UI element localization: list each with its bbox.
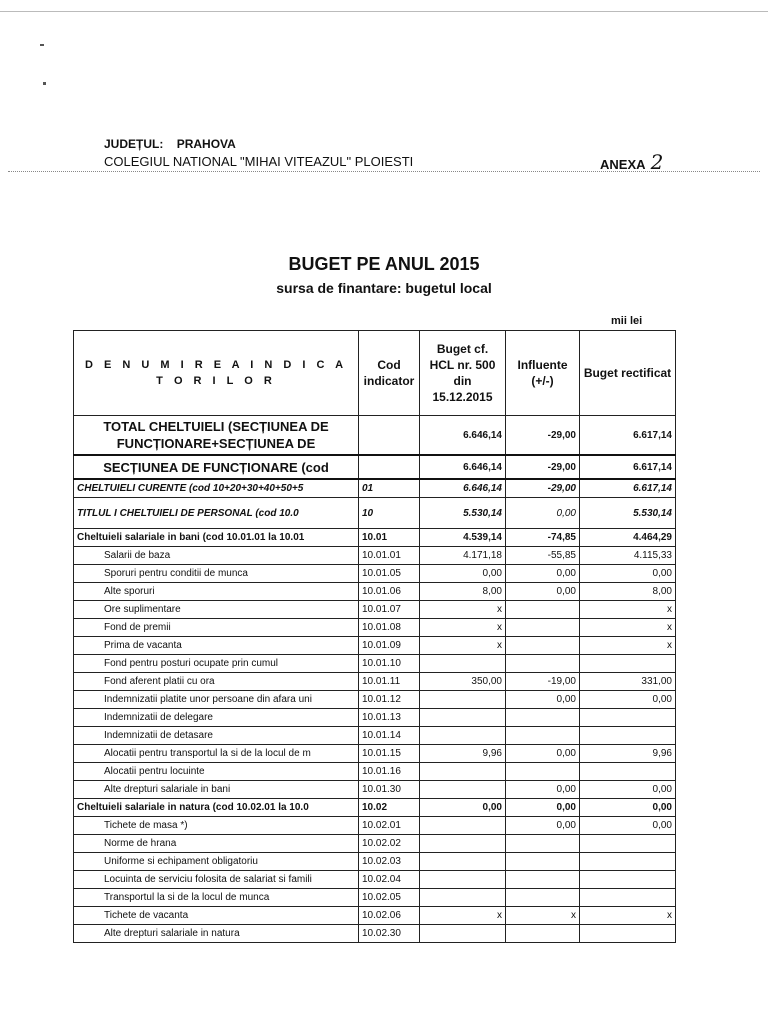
cell-code: 10.01.30 (359, 781, 420, 799)
cell-name: Alte sporuri (74, 583, 359, 601)
cell-rectified: 0,00 (580, 781, 676, 799)
cell-code: 10.01.05 (359, 565, 420, 583)
table-row (74, 745, 676, 763)
cell-influence (506, 655, 580, 673)
table-row (74, 709, 676, 727)
table-row (74, 637, 676, 655)
cell-name: Indemnizatii platite unor persoane din afara uni (74, 691, 359, 709)
scan-speck (40, 44, 44, 46)
cell-code: 10.01.10 (359, 655, 420, 673)
cell-name: Alocatii pentru transportul la si de la locul de m (74, 745, 359, 763)
cell-budget: x (420, 619, 506, 637)
cell-code (359, 455, 420, 479)
cell-influence: 0,00 (506, 799, 580, 817)
header-influence: Influente (+/-) (506, 331, 580, 416)
cell-name: Sporuri pentru conditii de munca (74, 565, 359, 583)
cell-influence (506, 835, 580, 853)
cell-rectified (580, 853, 676, 871)
cell-budget: x (420, 601, 506, 619)
cell-name: TOTAL CHELTUIELI (SECȚIUNEA DE FUNCȚIONARE+SECȚIUNEA DE (74, 416, 359, 456)
cell-influence: 0,00 (506, 781, 580, 799)
cell-influence: -29,00 (506, 479, 580, 498)
cell-budget (420, 925, 506, 943)
cell-budget (420, 655, 506, 673)
cell-budget (420, 709, 506, 727)
cell-name: Ore suplimentare (74, 601, 359, 619)
cell-rectified (580, 925, 676, 943)
cell-influence: 0,00 (506, 583, 580, 601)
table-row (74, 763, 676, 781)
cell-budget: 6.646,14 (420, 479, 506, 498)
cell-influence (506, 709, 580, 727)
cell-budget (420, 853, 506, 871)
table-row (74, 889, 676, 907)
cell-rectified (580, 655, 676, 673)
cell-influence (506, 853, 580, 871)
cell-name: Fond de premii (74, 619, 359, 637)
cell-name: Tichete de masa *) (74, 817, 359, 835)
cell-influence: 0,00 (506, 691, 580, 709)
cell-budget (420, 763, 506, 781)
cell-code: 10.02.02 (359, 835, 420, 853)
cell-budget (420, 817, 506, 835)
cell-influence (506, 619, 580, 637)
page-title: BUGET PE ANUL 2015 (288, 254, 480, 274)
cell-rectified (580, 709, 676, 727)
header-separator (8, 171, 760, 172)
cell-influence (506, 925, 580, 943)
table-row (74, 781, 676, 799)
cell-name: CHELTUIELI CURENTE (cod 10+20+30+40+50+5 (74, 479, 359, 498)
cell-influence (506, 763, 580, 781)
cell-code: 10.01.06 (359, 583, 420, 601)
cell-influence: -29,00 (506, 416, 580, 456)
cell-influence: 0,00 (506, 745, 580, 763)
cell-rectified: 4.115,33 (580, 547, 676, 565)
cell-code: 10.01.13 (359, 709, 420, 727)
cell-code: 10.02.06 (359, 907, 420, 925)
cell-code: 10.01.16 (359, 763, 420, 781)
cell-budget: 5.530,14 (420, 498, 506, 529)
annex-number: 2 (650, 150, 664, 174)
cell-influence: 0,00 (506, 565, 580, 583)
table-row (74, 817, 676, 835)
cell-name: Fond pentru posturi ocupate prin cumul (74, 655, 359, 673)
cell-rectified: x (580, 619, 676, 637)
header-budget: Buget cf. HCL nr. 500 din 15.12.2015 (420, 331, 506, 416)
table-row (74, 455, 676, 479)
annex-label: ANEXA (600, 157, 646, 172)
cell-rectified (580, 763, 676, 781)
table-row (74, 601, 676, 619)
cell-rectified: 5.530,14 (580, 498, 676, 529)
cell-influence: 0,00 (506, 817, 580, 835)
table-row (74, 925, 676, 943)
cell-name: SECȚIUNEA DE FUNCȚIONARE (cod (74, 455, 359, 479)
cell-code: 10.02.05 (359, 889, 420, 907)
cell-budget: x (420, 637, 506, 655)
cell-rectified: 6.617,14 (580, 479, 676, 498)
table-row (74, 907, 676, 925)
cell-rectified: 0,00 (580, 691, 676, 709)
scan-speck (43, 82, 46, 85)
cell-rectified: x (580, 907, 676, 925)
table-row (74, 547, 676, 565)
cell-name: Indemnizatii de detasare (74, 727, 359, 745)
cell-code: 10.02.01 (359, 817, 420, 835)
table-row (74, 853, 676, 871)
cell-code: 10.02.03 (359, 853, 420, 871)
cell-name: Fond aferent platii cu ora (74, 673, 359, 691)
cell-rectified: 4.464,29 (580, 529, 676, 547)
page-subtitle: sursa de finantare: bugetul local (276, 280, 492, 296)
cell-budget (420, 781, 506, 799)
cell-code: 10.01.09 (359, 637, 420, 655)
cell-rectified: 6.617,14 (580, 416, 676, 456)
cell-budget: 4.171,18 (420, 547, 506, 565)
table-row (74, 835, 676, 853)
cell-code (359, 416, 420, 456)
cell-name: Tichete de vacanta (74, 907, 359, 925)
cell-budget (420, 889, 506, 907)
cell-rectified (580, 871, 676, 889)
cell-rectified: x (580, 601, 676, 619)
cell-code: 01 (359, 479, 420, 498)
cell-name: TITLUL I CHELTUIELI DE PERSONAL (cod 10.0 (74, 498, 359, 529)
cell-budget (420, 727, 506, 745)
table-row (74, 673, 676, 691)
cell-rectified: 6.617,14 (580, 455, 676, 479)
table-row (74, 727, 676, 745)
cell-influence: 0,00 (506, 498, 580, 529)
cell-name: Alte drepturi salariale in bani (74, 781, 359, 799)
cell-code: 10.02.30 (359, 925, 420, 943)
cell-influence: -19,00 (506, 673, 580, 691)
cell-budget: x (420, 907, 506, 925)
header-name: D E N U M I R E A I N D I C A T O R I L O R (74, 331, 359, 416)
cell-code: 10.01.07 (359, 601, 420, 619)
cell-budget (420, 835, 506, 853)
cell-code: 10.01.12 (359, 691, 420, 709)
unit-label: mii lei (611, 315, 643, 327)
budget-table (73, 330, 676, 943)
table-row (74, 871, 676, 889)
cell-name: Alte drepturi salariale in natura (74, 925, 359, 943)
cell-code: 10 (359, 498, 420, 529)
cell-code: 10.01.14 (359, 727, 420, 745)
cell-name: Transportul la si de la locul de munca (74, 889, 359, 907)
cell-rectified: 9,96 (580, 745, 676, 763)
cell-budget: 350,00 (420, 673, 506, 691)
institution-name: COLEGIUL NATIONAL "MIHAI VITEAZUL" PLOIESTI (104, 154, 414, 169)
cell-rectified (580, 889, 676, 907)
cell-budget: 6.646,14 (420, 416, 506, 456)
table-row (74, 529, 676, 547)
cell-rectified: 0,00 (580, 817, 676, 835)
cell-rectified: 8,00 (580, 583, 676, 601)
cell-code: 10.01.08 (359, 619, 420, 637)
cell-rectified: x (580, 637, 676, 655)
cell-influence: x (506, 907, 580, 925)
table-row (74, 619, 676, 637)
cell-budget: 6.646,14 (420, 455, 506, 479)
cell-influence (506, 871, 580, 889)
cell-budget (420, 871, 506, 889)
county-label: JUDEȚUL: (104, 137, 164, 151)
cell-influence (506, 637, 580, 655)
table-row (74, 498, 676, 529)
table-row (74, 479, 676, 498)
cell-name: Alocatii pentru locuinte (74, 763, 359, 781)
top-border-line (0, 11, 768, 12)
cell-rectified (580, 727, 676, 745)
table-row (74, 565, 676, 583)
cell-budget: 9,96 (420, 745, 506, 763)
cell-code: 10.02.04 (359, 871, 420, 889)
cell-influence: -29,00 (506, 455, 580, 479)
table-row (74, 655, 676, 673)
table-row (74, 799, 676, 817)
cell-budget: 0,00 (420, 565, 506, 583)
cell-name: Salarii de baza (74, 547, 359, 565)
cell-name: Indemnizatii de delegare (74, 709, 359, 727)
cell-name: Cheltuieli salariale in bani (cod 10.01.01 la 10.01 (74, 529, 359, 547)
cell-rectified: 0,00 (580, 565, 676, 583)
cell-name: Locuinta de serviciu folosita de salariat si famili (74, 871, 359, 889)
cell-name: Uniforme si echipament obligatoriu (74, 853, 359, 871)
cell-code: 10.02 (359, 799, 420, 817)
cell-influence: -55,85 (506, 547, 580, 565)
table-header-row (74, 331, 676, 416)
cell-budget (420, 691, 506, 709)
cell-budget: 0,00 (420, 799, 506, 817)
county-line (104, 137, 236, 151)
cell-code: 10.01 (359, 529, 420, 547)
header-code: Cod indicator (359, 331, 420, 416)
cell-name: Prima de vacanta (74, 637, 359, 655)
cell-rectified: 0,00 (580, 799, 676, 817)
cell-budget: 8,00 (420, 583, 506, 601)
cell-code: 10.01.11 (359, 673, 420, 691)
header-rectified: Buget rectificat (580, 331, 676, 416)
cell-rectified (580, 835, 676, 853)
table-row (74, 691, 676, 709)
cell-name: Cheltuieli salariale in natura (cod 10.02.01 la 10.0 (74, 799, 359, 817)
cell-name: Norme de hrana (74, 835, 359, 853)
county-value: PRAHOVA (176, 137, 236, 151)
cell-influence (506, 889, 580, 907)
cell-influence (506, 727, 580, 745)
cell-rectified: 331,00 (580, 673, 676, 691)
table-row (74, 416, 676, 456)
cell-budget: 4.539,14 (420, 529, 506, 547)
cell-influence: -74,85 (506, 529, 580, 547)
cell-code: 10.01.01 (359, 547, 420, 565)
cell-code: 10.01.15 (359, 745, 420, 763)
table-row (74, 583, 676, 601)
cell-influence (506, 601, 580, 619)
